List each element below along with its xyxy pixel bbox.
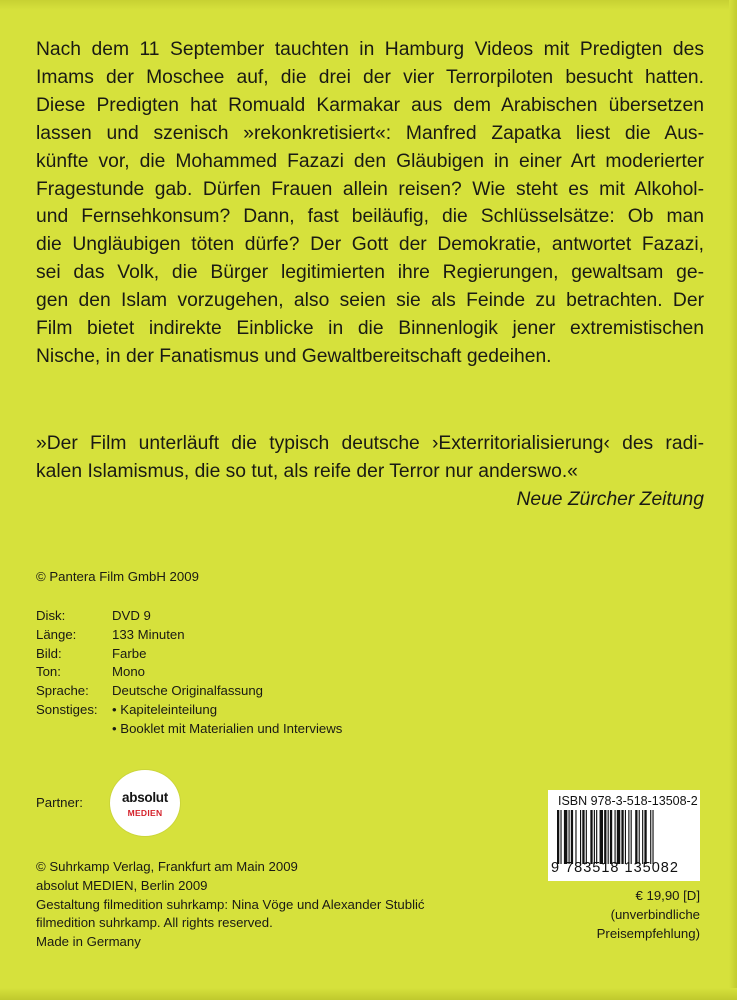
barcode-bar [610,810,612,864]
credit-line: © Suhrkamp Verlag, Frankfurt am Main 2009 [36,859,298,874]
synopsis-line: Film bietet indirekte Einblicke in die Binnenlogik jener extremistischen [36,318,704,340]
barcode-bar [594,810,595,864]
barcode-bar [652,810,653,864]
synopsis-line: Nische, in der Fanatismus und Gewaltbereitschaft gedeihen. [36,345,552,367]
quote-source: Neue Zürcher Zeitung [516,488,704,510]
production-copyright: © Pantera Film GmbH 2009 [36,569,199,584]
barcode-bar [650,810,651,864]
barcode-bar [608,810,609,864]
barcode-bar [560,810,561,864]
credit-line: Made in Germany [36,934,141,950]
spec-row-length [36,626,342,645]
cover-bottom-edge [0,988,737,1000]
synopsis-line: Nach dem 11 September tauchten in Hamburg Videos mit Predigten des [36,39,704,60]
spec-row-sound [36,663,342,682]
synopsis-line: die Ungläubigen töten dürfe? Der Gott der Demokratie, antwortet Fazazi, [36,234,704,256]
price-amount: € 19,90 [D] [635,888,700,903]
quote-line: kalen Islamismus, die so tut, als reife der Terror nur anderswo.« [36,460,578,482]
price-note: Preisempfehlung) [596,925,700,941]
synopsis-line: künfte vor, die Mohammed Fazazi den Gläubigen in einer Art moderierter [36,150,704,172]
barcode-bar [625,810,626,864]
technical-specs [36,607,342,739]
barcode-bar [582,810,584,864]
barcode-bar [621,810,623,864]
spec-row-other-continued [36,720,342,739]
barcode-bar [575,810,576,864]
spec-value: DVD 9 [112,608,151,623]
price-block [560,887,700,943]
barcode-bar [642,810,643,864]
logo-subtitle: MEDIEN [127,808,163,818]
barcode-bar [580,810,581,864]
spec-label: Disk: [36,608,66,623]
barcode-bar [615,810,616,864]
credit-line: absolut MEDIEN, Berlin 2009 [36,877,208,893]
barcode-bar [590,810,592,864]
barcode-bar [604,810,606,864]
synopsis-line: Fragestunde gab. Dürfen Frauen allein reisen? Wie steht es mit Alkohol- [36,178,704,200]
barcode-bar [631,810,632,864]
quote-line: »Der Film unterläuft die typisch deutsche ›Exterritorialisierung‹ des radi- [36,433,704,454]
barcode-digits: 9 783518 135082 [551,860,679,876]
barcode-bar [557,810,559,864]
barcode-bar [586,810,587,864]
spec-value: • Booklet mit Materialien und Interviews [112,720,343,736]
press-quote [36,430,704,514]
spec-value: • Kapiteleinteilung [112,701,218,717]
spec-row-disk [36,607,342,626]
absolut-medien-logo [110,770,180,836]
spec-label: Länge: [36,626,77,642]
barcode-bars [557,810,691,864]
synopsis-line: lassen und szenisch »rekonkretisiert«: Manfred Zapatka liest die Aus- [36,122,704,144]
spec-label: Ton: [36,664,61,680]
isbn-number: ISBN 978-3-518-13508-2 [558,794,698,808]
cover-top-edge [0,0,737,10]
barcode-bar [617,810,620,864]
barcode-bar [564,810,567,864]
spec-label: Sonstiges: [36,701,98,717]
synopsis-paragraph [36,36,704,371]
barcode-bar [628,810,629,864]
synopsis-line: Imams der Moschee auf, die drei der vier Terrorpiloten besucht hatten. [36,66,704,88]
spec-label: Sprache: [36,683,89,699]
synopsis-line: und Fernsehkonsum? Dann, fast beiläufig, die Schlüsselsätze: Ob man [36,206,704,228]
spec-value: Deutsche Originalfassung [112,683,264,699]
synopsis-line: gen den Islam vorzugehen, also seien sie als Feinde zu betrachten. Der [36,290,704,312]
synopsis-line: Diese Predigten hat Romuald Karmakar aus dem Arabischen übersetzen [36,94,704,116]
spec-value: Farbe [112,645,147,661]
barcode-bar [635,810,637,864]
credit-line: filmedition suhrkamp. All rights reserved. [36,915,273,931]
barcode-bar [644,810,646,864]
spec-value: Mono [112,664,145,680]
spec-label: Bild: [36,645,62,661]
spec-label [36,720,112,739]
cover-right-edge [729,0,737,1000]
barcode-bar [600,810,603,864]
barcode-bar [639,810,640,864]
spec-row-picture [36,645,342,664]
partner-label: Partner: [36,795,83,810]
barcode-bar [596,810,597,864]
spec-row-other [36,701,342,720]
credit-line: Gestaltung filmedition suhrkamp: Nina Vöge und Alexander Stublić [36,896,425,912]
spec-row-language [36,682,342,701]
barcode-bar [571,810,573,864]
publisher-credits [36,858,425,952]
isbn-barcode [548,790,700,881]
logo-wordmark: absolut [122,790,168,805]
synopsis-line: sei das Volk, die Bürger legitimierten ihre Regierungen, gewaltsam ge- [36,262,704,284]
barcode-bar [569,810,570,864]
price-note: (unverbindliche [610,906,700,922]
spec-value: 133 Minuten [112,626,185,642]
